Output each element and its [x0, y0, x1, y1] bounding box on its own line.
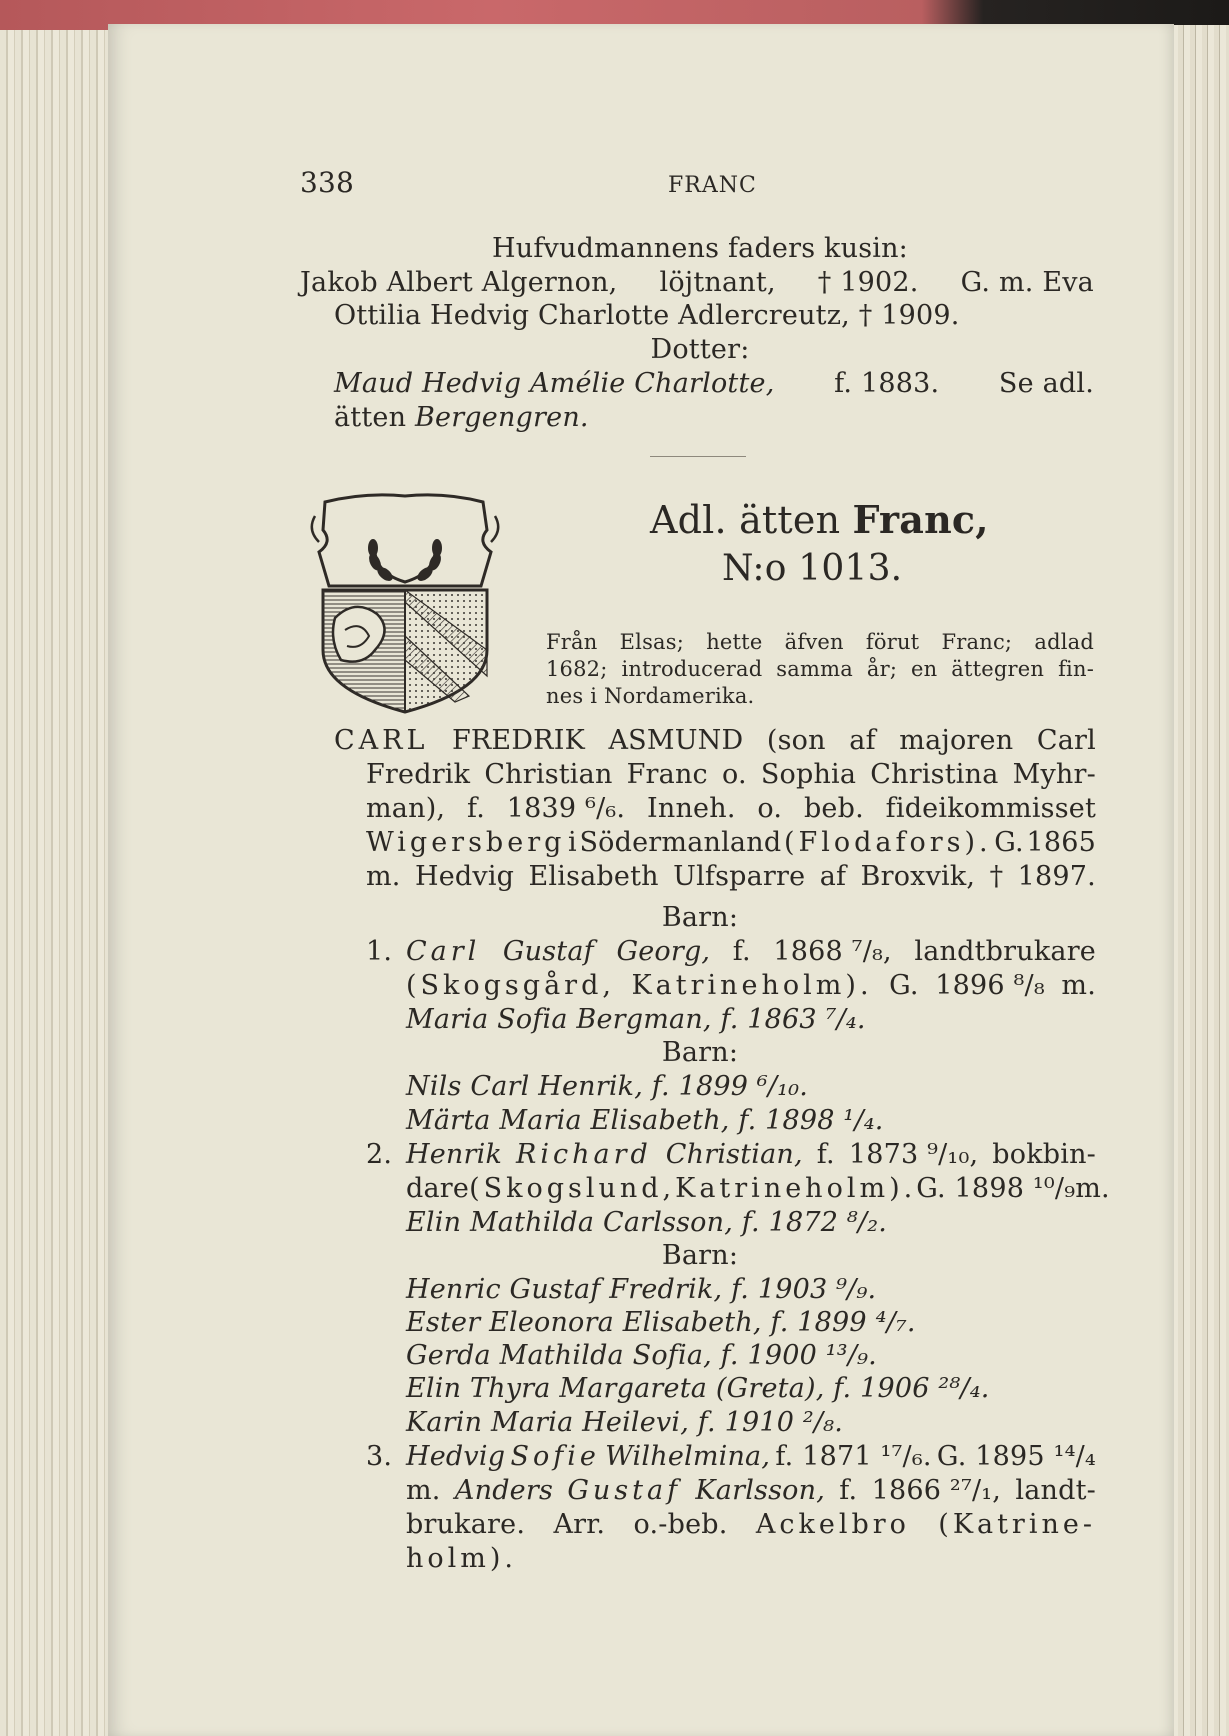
child-word: m. [1061, 970, 1096, 1001]
grandchild: Nils Carl Henrik, f. 1899 ⁶/₁₀. [406, 1071, 809, 1102]
head-word: (Flodafors). [783, 827, 992, 858]
head-word: Fredrik [366, 759, 471, 790]
child-2-spouse: Elin Mathilda Carlsson, f. 1872 ⁸/₂. [406, 1207, 888, 1238]
child-word: f. [839, 1475, 858, 1506]
origin-line-2: 1682; introducerad samma år; en ättegren fin- [546, 657, 1094, 681]
child-word: m. [1075, 1173, 1110, 1204]
coat-of-arms-icon [305, 490, 505, 718]
child-word: Ackelbro [755, 1509, 910, 1540]
head-word: (son [766, 725, 826, 756]
child-word: 1868 ⁷/₈, [773, 936, 892, 967]
cousin-heading: Hufvudmannens faders kusin: [492, 233, 908, 264]
child-word: Anders [454, 1475, 554, 1506]
child-2-number: 2. [366, 1139, 393, 1170]
head-word: o. [721, 759, 747, 790]
head-word: Christina [870, 759, 999, 790]
cousin-rank: löjtnant, [659, 267, 776, 298]
page-number: 338 [300, 166, 355, 199]
daughter-line-2-family: Bergengren. [414, 402, 589, 433]
daughter-line-2 [334, 402, 589, 434]
head-word: 1839 ⁶/₆. [506, 793, 626, 824]
daughter-note: Se adl. [998, 368, 1094, 399]
child-word: bokbin- [992, 1139, 1096, 1170]
head-line-1 [334, 725, 1096, 757]
child-word: brukare. [406, 1509, 526, 1540]
head-word: ASMUND [608, 725, 744, 756]
child-2-line-2 [406, 1173, 1110, 1205]
head-line-4 [366, 827, 1096, 859]
head-word: Franc [626, 759, 708, 790]
family-title [650, 498, 989, 542]
daughter-name: Maud Hedvig Amélie Charlotte, [334, 368, 775, 399]
grandchildren-heading: Barn: [661, 1240, 739, 1271]
head-word: 1897. [1017, 861, 1096, 892]
child-word: (Katrine- [938, 1509, 1096, 1540]
head-word: Broxvik, [860, 861, 976, 892]
child-word: Sofie [510, 1441, 600, 1472]
child-word: Katrineholm). [631, 970, 873, 1001]
child-1-number: 1. [366, 936, 393, 967]
child-word: Wilhelmina, [605, 1441, 771, 1472]
head-line-5 [366, 861, 1096, 893]
family-title-prefix: Adl. ätten [650, 498, 841, 542]
head-word: Södermanland [579, 827, 782, 858]
child-word: Georg, [616, 936, 711, 967]
head-word: o. [757, 793, 783, 824]
head-word: man), [366, 793, 446, 824]
grandchildren-heading: Barn: [661, 1037, 739, 1068]
child-word: f. [816, 1139, 835, 1170]
head-word: i [568, 827, 577, 858]
child-word: Katrineholm). [675, 1173, 917, 1204]
head-word: Hedvig [414, 861, 515, 892]
child-word: o.-beb. [633, 1509, 728, 1540]
cousin-death: † 1902. [817, 267, 919, 298]
head-word: fideikommisset [885, 793, 1096, 824]
head-word: Carl [1036, 725, 1096, 756]
child-word: Christian, [665, 1139, 803, 1170]
child-3-line-3 [406, 1509, 1096, 1541]
head-word: af [819, 861, 847, 892]
head-word: Christian [484, 759, 613, 790]
head-line-2 [366, 759, 1096, 791]
child-word: dare [406, 1173, 470, 1204]
head-word: af [849, 725, 876, 756]
head-word: majoren [899, 725, 1014, 756]
cousin-entry-line-1 [300, 267, 1094, 299]
cousin-marriage: G. m. Eva [960, 267, 1094, 298]
child-3-line-1 [406, 1441, 1096, 1473]
head-word: Sophia [760, 759, 857, 790]
head-line-3 [366, 793, 1096, 825]
family-title-name: Franc, [852, 497, 989, 542]
child-1-line-1 [406, 936, 1096, 968]
child-word: Carl [406, 936, 481, 967]
child-word: (Skogsgård, [406, 970, 615, 1001]
head-word: Wigersberg [366, 827, 566, 858]
child-word: G. 1895 ¹⁴/₄ [936, 1441, 1096, 1472]
child-word: 1873 ⁹/₁₀, [848, 1139, 979, 1170]
head-word: CARL [334, 725, 429, 756]
head-word: Elisabeth [528, 861, 659, 892]
cousin-entry-line-2: Ottilia Hedvig Charlotte Adlercreutz, † 1909. [334, 300, 960, 331]
child-word: 1866 ²⁷/₁, [871, 1475, 1002, 1506]
grandchild: Henric Gustaf Fredrik, f. 1903 ⁹/₉. [406, 1274, 877, 1305]
child-word: (Skogslund, [469, 1173, 676, 1204]
head-word: beb. [803, 793, 864, 824]
daughter-line-1 [334, 368, 1094, 400]
page-edges-right [1166, 25, 1229, 1736]
child-word: Gustaf [502, 936, 594, 967]
child-1-line-2 [406, 970, 1096, 1002]
child-word: Gustaf [567, 1475, 682, 1506]
child-word: landt- [1015, 1475, 1096, 1506]
family-number: N:o 1013. [722, 548, 903, 589]
children-heading: Barn: [661, 902, 739, 933]
daughter-line-2-text: ätten [334, 402, 407, 433]
child-3-number: 3. [366, 1441, 393, 1472]
child-1-spouse: Maria Sofia Bergman, f. 1863 ⁷/₄. [406, 1004, 866, 1035]
cousin-name: Jakob Albert Algernon, [300, 267, 618, 298]
child-word: Henrik [406, 1139, 503, 1170]
page-edges-left [0, 30, 110, 1736]
head-word: 1865 [1026, 827, 1096, 858]
child-2-line-1 [406, 1139, 1096, 1171]
child-word: Hedvig [406, 1441, 506, 1472]
child-word: Arr. [553, 1509, 606, 1540]
child-word: 1896 ⁸/₈ [935, 970, 1045, 1001]
grandchild: Elin Thyra Margareta (Greta), f. 1906 ²⁸/₄. [406, 1373, 990, 1404]
grandchild: Karin Maria Heilevi, f. 1910 ²/₈. [406, 1407, 843, 1438]
head-word: Inneh. [647, 793, 736, 824]
child-3-line-2 [406, 1475, 1096, 1507]
grandchild: Ester Eleonora Elisabeth, f. 1899 ⁴/₇. [406, 1307, 916, 1338]
child-word: G. [889, 970, 919, 1001]
daughter-heading: Dotter: [650, 334, 750, 365]
origin-line-1: Från Elsas; hette äfven förut Franc; adlad [546, 630, 1094, 654]
head-word: G. [994, 827, 1024, 858]
child-word: m. [406, 1475, 441, 1506]
grandchild: Märta Maria Elisabeth, f. 1898 ¹/₄. [406, 1105, 884, 1136]
child-word: f. [732, 936, 751, 967]
child-word: Richard [516, 1139, 652, 1170]
child-word: Karlsson, [695, 1475, 825, 1506]
running-title: FRANC [668, 173, 757, 198]
head-word: f. [467, 793, 486, 824]
head-word: m. [366, 861, 401, 892]
section-divider [650, 456, 746, 457]
head-word: FREDRIK [451, 725, 585, 756]
grandchild: Gerda Mathilda Sofia, f. 1900 ¹³/₉. [406, 1340, 877, 1371]
child-word: landtbrukare [914, 936, 1096, 967]
origin-line-3: nes i Nordamerika. [546, 684, 755, 708]
head-word: Ulfsparre [673, 861, 806, 892]
daughter-birth: f. 1883. [834, 368, 940, 399]
child-word: G. 1898 ¹⁰/₉ [916, 1173, 1076, 1204]
child-3-line-4: holm). [406, 1543, 517, 1574]
head-word: † [989, 861, 1004, 892]
head-word: Myhr- [1012, 759, 1096, 790]
child-word: f. 1871 ¹⁷/₆. [775, 1441, 932, 1472]
